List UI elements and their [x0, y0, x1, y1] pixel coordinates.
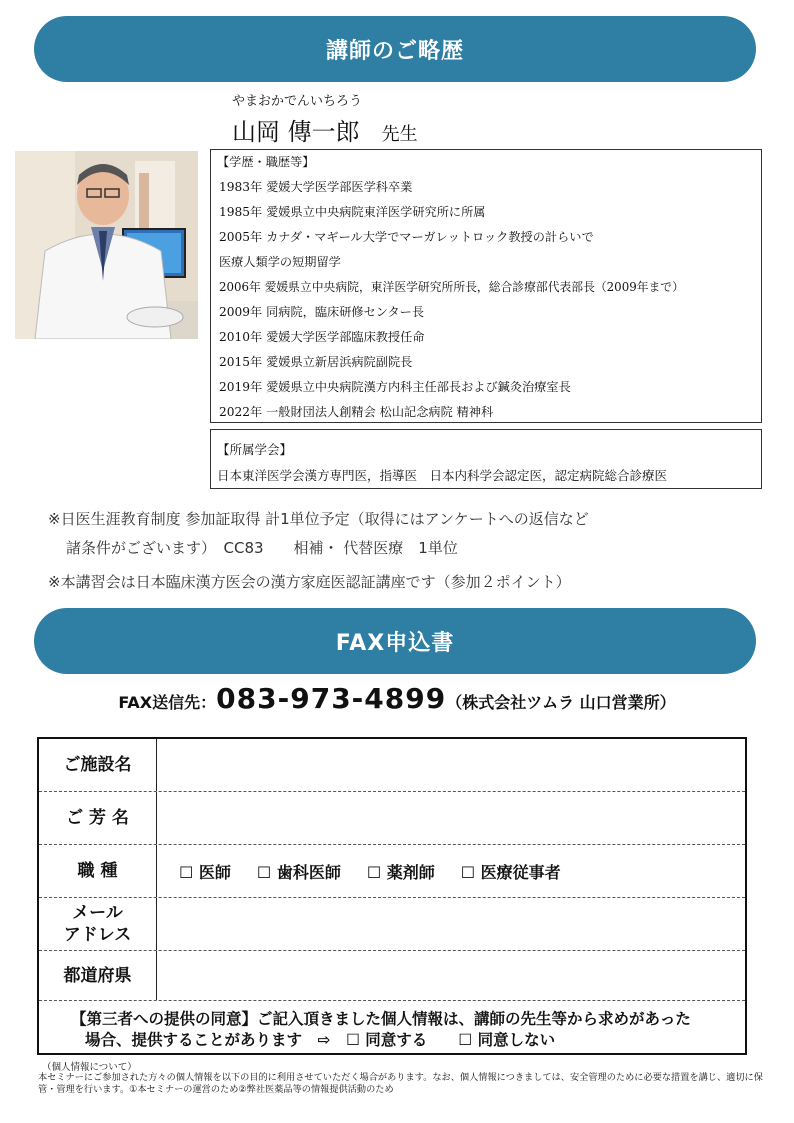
prefecture-row[interactable] — [39, 951, 745, 1001]
email-label-line2: アドレス — [63, 925, 132, 945]
name-row[interactable] — [39, 792, 745, 845]
facility-label: ご施設名 — [39, 739, 157, 791]
job-option-pharmacist[interactable]: ☐ 薬剤師 — [366, 862, 435, 882]
career-heading: 【学歴・職歴等】 — [217, 155, 315, 169]
consent-section — [39, 1001, 745, 1053]
lecturer-name-reading: やまおかでんいちろう — [232, 94, 363, 109]
career-item: 2019年 愛媛県立中央病院漢方内科主任部長および鍼灸治療室長 — [219, 380, 571, 394]
career-item: 2022年 一般財団法人創精会 松山記念病院 精神科 — [219, 405, 494, 419]
application-form — [37, 737, 747, 1055]
fax-label: FAX送信先： — [118, 693, 217, 712]
career-item: 2010年 愛媛大学医学部臨床教授任命 — [219, 330, 425, 344]
fax-section-title: FAX申込書 — [335, 630, 455, 656]
job-option-doctor[interactable]: ☐ 医師 — [179, 862, 231, 882]
credit-note-line1: ※日医生涯教育制度 参加証取得 計1単位予定（取得にはアンケートへの返信など — [48, 510, 589, 528]
kampo-note: ※本講習会は日本臨床漢方医会の漢方家庭医認証講座です（参加２ポイント） — [48, 573, 571, 591]
job-option-medical-staff[interactable]: ☐ 医療従事者 — [460, 862, 561, 882]
fax-section-banner — [34, 608, 756, 674]
privacy-heading: （個人情報について） — [42, 1062, 137, 1073]
fax-destination — [0, 682, 794, 715]
career-box — [210, 149, 762, 423]
career-item: 医療人類学の短期留学 — [219, 255, 341, 269]
email-label-line1: メール — [72, 903, 123, 923]
career-item: 2015年 愛媛県立新居浜病院副院長 — [219, 355, 413, 369]
job-options — [179, 845, 587, 897]
email-label — [39, 898, 157, 950]
society-box — [210, 429, 762, 489]
career-item: 2005年 カナダ・マギール大学でマーガレットロック教授の計らいで — [219, 230, 594, 244]
consent-line2[interactable]: 場合、提供することがあります ⇨ ☐ 同意する ☐ 同意しない — [85, 1031, 556, 1049]
profile-section-title: 講師のご略歴 — [325, 38, 464, 64]
society-text: 日本東洋医学会漢方専門医，指導医 日本内科学会認定医，認定病院総合診療医 — [217, 468, 668, 483]
lecturer-photo — [15, 151, 198, 339]
career-item: 2009年 同病院，臨床研修センター長 — [219, 305, 425, 319]
lecturer-name-text: 山岡 傳一郎 — [232, 118, 360, 146]
credit-note-line2: 諸条件がございます） CC83 相補・ 代替医療 1単位 — [66, 539, 458, 557]
fax-number: 083-973-4899 — [216, 682, 447, 715]
name-label: ご 芳 名 — [39, 792, 157, 844]
consent-line1: 【第三者への提供の同意】ご記入頂きました個人情報は、講師の先生等から求めがあった — [71, 1010, 691, 1028]
lecturer-honorific: 先生 — [381, 124, 418, 145]
lecturer-name — [232, 112, 418, 147]
career-item: 1983年 愛媛大学医学部医学科卒業 — [219, 180, 413, 194]
email-row[interactable] — [39, 898, 745, 951]
prefecture-label: 都道府県 — [39, 951, 157, 1000]
fax-company: （株式会社ツムラ 山口営業所） — [446, 693, 676, 712]
privacy-text: 本セミナーにご参加された方々の個人情報を以下の目的に利用させていただく場合があります。なお、個人情報につきましては、安全管理のために必要な措置を講じ、適切に保管・管理を行います。①本セミナーの運営のため②弊社医薬品等の情報提供活動のため — [38, 1072, 763, 1095]
profile-section-banner — [34, 16, 756, 82]
job-row — [39, 845, 745, 898]
job-label: 職 種 — [39, 845, 157, 897]
job-option-dentist[interactable]: ☐ 歯科医師 — [256, 862, 341, 882]
society-heading: 【所属学会】 — [217, 442, 293, 457]
facility-row[interactable] — [39, 739, 745, 792]
career-item: 2006年 愛媛県立中央病院，東洋医学研究所所長，総合診療部代表部長（2009年まで） — [219, 280, 684, 294]
career-item: 1985年 愛媛県立中央病院東洋医学研究所に所属 — [219, 205, 486, 219]
